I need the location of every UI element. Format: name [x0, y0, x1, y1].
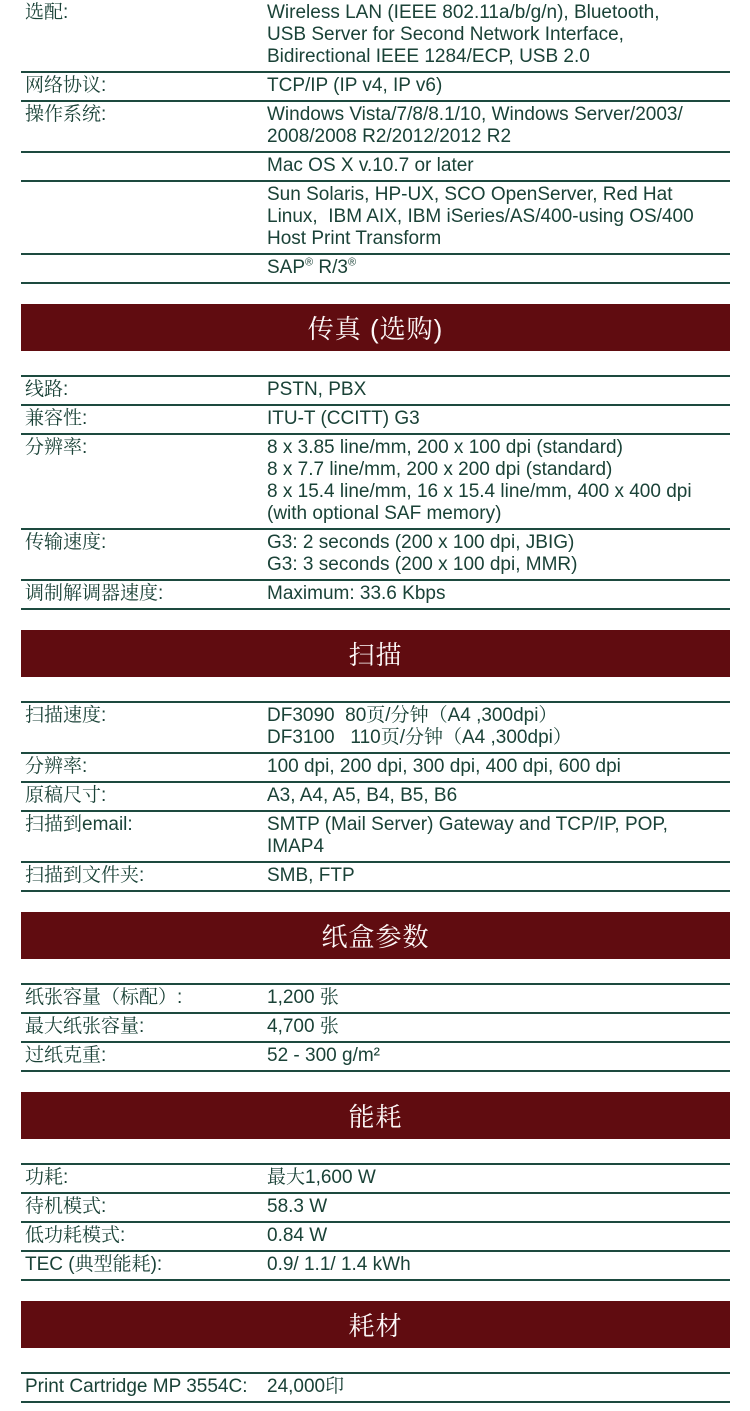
spec-label: 线路:	[25, 379, 69, 400]
spec-label: 最大纸张容量:	[25, 1016, 145, 1037]
spec-row	[21, 1223, 730, 1252]
spec-label: Print Cartridge MP 3554C:	[25, 1376, 248, 1397]
spec-label: 过纸克重:	[25, 1045, 107, 1066]
spec-table-energy-specs	[21, 1163, 730, 1281]
spec-row	[21, 1252, 730, 1281]
spec-value-line: (with optional SAF memory)	[267, 503, 502, 524]
spec-row	[21, 863, 730, 892]
spec-row	[21, 1165, 730, 1194]
spec-value	[267, 532, 730, 576]
spec-row	[21, 783, 730, 812]
spec-row	[21, 812, 730, 863]
spec-label: 操作系统:	[25, 104, 107, 125]
spec-label: 选配:	[25, 2, 69, 23]
spec-label: 分辨率:	[25, 756, 88, 777]
spec-row	[21, 182, 730, 255]
spec-value	[267, 379, 730, 401]
spec-label: 调制解调器速度:	[25, 583, 164, 604]
spec-label: 网络协议:	[25, 75, 107, 96]
spec-value-line: A3, A4, A5, B4, B5, B6	[267, 785, 458, 806]
spec-value-line: 2008/2008 R2/2012/2012 R2	[267, 126, 512, 147]
spec-label: TEC (典型能耗):	[25, 1254, 163, 1275]
spec-value	[267, 1376, 730, 1398]
spec-value	[267, 1225, 730, 1247]
spec-value	[267, 756, 730, 778]
spec-table-consumables-specs	[21, 1372, 730, 1403]
spec-label: 扫描速度:	[25, 705, 107, 726]
spec-row	[21, 1194, 730, 1223]
spec-value-line: 58.3 W	[267, 1196, 328, 1217]
spec-value	[267, 785, 730, 807]
spec-value-line: 8 x 15.4 line/mm, 16 x 15.4 line/mm, 400 x 400 dpi	[267, 481, 692, 502]
spec-value-line: Windows Vista/7/8/8.1/10, Windows Server/2003/	[267, 104, 683, 125]
spec-value-line: 8 x 7.7 line/mm, 200 x 200 dpi (standard)	[267, 459, 613, 480]
spec-value-line: 最大1,600 W	[267, 1167, 376, 1188]
spec-value-line: Linux, IBM AIX, IBM iSeries/AS/400-using OS/400	[267, 206, 694, 227]
spec-value	[267, 583, 730, 605]
spec-label: 待机模式:	[25, 1196, 107, 1217]
spec-value-line: G3: 3 seconds (200 x 100 dpi, MMR)	[267, 554, 578, 575]
section-title: 耗材	[348, 1311, 403, 1341]
spec-value-line: 1,200 张	[267, 987, 339, 1008]
spec-value	[267, 1045, 730, 1067]
spec-row	[21, 406, 730, 435]
spec-value-line: Bidirectional IEEE 1284/ECP, USB 2.0	[267, 46, 590, 67]
spec-row	[21, 102, 730, 153]
spec-row	[21, 1043, 730, 1072]
spec-value	[267, 1196, 730, 1218]
spec-label: 传输速度:	[25, 532, 107, 553]
spec-value-line: Mac OS X v.10.7 or later	[267, 155, 474, 176]
section-title: 纸盒参数	[321, 922, 430, 952]
spec-value	[267, 437, 730, 525]
spec-table-fax-specs	[21, 375, 730, 610]
spec-value	[267, 1254, 730, 1276]
registered-mark: ®	[305, 256, 314, 269]
spec-label: 低功耗模式:	[25, 1225, 126, 1246]
spec-value	[267, 1016, 730, 1038]
spec-table-scan-specs	[21, 701, 730, 892]
spec-value-line: Host Print Transform	[267, 228, 442, 249]
spec-value	[267, 155, 730, 177]
spec-row	[21, 1374, 730, 1403]
section-band-energy	[21, 1092, 730, 1139]
spec-value-line: 100 dpi, 200 dpi, 300 dpi, 400 dpi, 600 dpi	[267, 756, 621, 777]
spec-value-line: 4,700 张	[267, 1016, 339, 1037]
section-title: 能耗	[348, 1102, 403, 1132]
spec-value-line: TCP/IP (IP v4, IP v6)	[267, 75, 443, 96]
section-band-consumables	[21, 1301, 730, 1348]
section-title: 扫描	[348, 640, 403, 670]
spec-label: 纸张容量（标配）:	[25, 987, 183, 1008]
spec-table-connectivity-os	[21, 0, 730, 284]
spec-value	[267, 1167, 730, 1189]
spec-value	[267, 2, 730, 68]
spec-row	[21, 985, 730, 1014]
spec-row	[21, 153, 730, 182]
spec-label	[21, 184, 267, 250]
spec-label	[21, 155, 267, 177]
spec-value	[267, 705, 730, 749]
spec-value-line: Wireless LAN (IEEE 802.11a/b/g/n), Bluetooth,	[267, 2, 660, 23]
spec-row	[21, 435, 730, 530]
spec-value	[267, 257, 730, 279]
spec-value-line: 0.84 W	[267, 1225, 328, 1246]
section-band-fax	[21, 304, 730, 351]
spec-row	[21, 754, 730, 783]
spec-label: 扫描到email:	[25, 814, 133, 835]
spec-value	[267, 184, 730, 250]
spec-value	[267, 814, 730, 858]
section-title: 传真 (选购)	[307, 314, 444, 344]
spec-row	[21, 530, 730, 581]
spec-value-line: USB Server for Second Network Interface,	[267, 24, 624, 45]
spec-row	[21, 581, 730, 610]
spec-value	[267, 408, 730, 430]
spec-value-line: 8 x 3.85 line/mm, 200 x 100 dpi (standard)	[267, 437, 623, 458]
spec-row	[21, 0, 730, 73]
spec-value-line: PSTN, PBX	[267, 379, 367, 400]
spec-row	[21, 255, 730, 284]
spec-value	[267, 75, 730, 97]
spec-value-line: Maximum: 33.6 Kbps	[267, 583, 446, 604]
spec-value	[267, 987, 730, 1009]
spec-label: 分辨率:	[25, 437, 88, 458]
section-band-paper-tray	[21, 912, 730, 959]
spec-value-line: SAP® R/3®	[267, 256, 357, 278]
spec-value-line: SMB, FTP	[267, 865, 355, 886]
spec-value-line: DF3090 80页/分钟（A4 ,300dpi）	[267, 705, 558, 726]
section-band-scan	[21, 630, 730, 677]
spec-row	[21, 73, 730, 102]
spec-value-line: 0.9/ 1.1/ 1.4 kWh	[267, 1254, 411, 1275]
spec-row	[21, 703, 730, 754]
spec-value-line: SMTP (Mail Server) Gateway and TCP/IP, POP, IMAP4	[267, 814, 674, 857]
spec-value-line: 24,000印	[267, 1376, 345, 1397]
spec-value-line: Sun Solaris, HP-UX, SCO OpenServer, Red Hat	[267, 184, 673, 205]
spec-label: 兼容性:	[25, 408, 88, 429]
registered-mark: ®	[348, 256, 357, 269]
spec-label: 扫描到文件夹:	[25, 865, 145, 886]
spec-label	[21, 257, 267, 279]
spec-value-line: DF3100 110页/分钟（A4 ,300dpi）	[267, 727, 572, 748]
spec-value	[267, 865, 730, 887]
spec-value-line: G3: 2 seconds (200 x 100 dpi, JBIG)	[267, 532, 575, 553]
spec-label: 功耗:	[25, 1167, 69, 1188]
spec-label: 原稿尺寸:	[25, 785, 107, 806]
spec-value-line: 52 - 300 g/m²	[267, 1045, 380, 1066]
spec-row	[21, 1014, 730, 1043]
spec-value	[267, 104, 730, 148]
spec-table-paper-specs	[21, 983, 730, 1072]
spec-value-line: ITU-T (CCITT) G3	[267, 408, 420, 429]
spec-row	[21, 377, 730, 406]
